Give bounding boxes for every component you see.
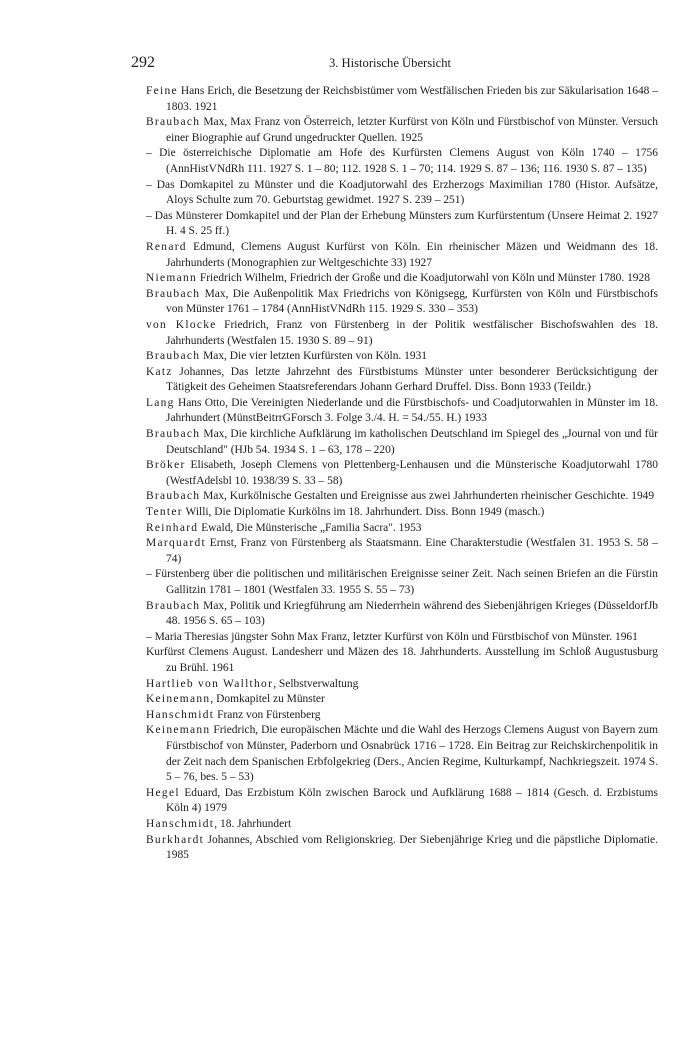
bibliography-entry [146,645,658,676]
bibliography-entry [146,396,658,427]
bibliography-entry [146,115,658,146]
entry-text: Ernst, Franz von Fürstenberg als Staatsmann. Eine Charakterstudie (Westfalen 31. 1953 S. 58 – 74) [166,537,658,565]
bibliography-entry [146,146,658,177]
entry-text: – Maria Theresias jüngster Sohn Max Franz, letzter Kurfürst von Köln und Fürstbischof von Münster. 1961 [146,630,638,643]
entry-text: Max, Die vier letzten Kurfürsten von Köln. 1931 [200,350,428,363]
bibliography-entry [146,630,658,646]
entry-author: Braubach [146,428,201,441]
entry-author: Hartlieb von Wallthor [146,677,274,690]
bibliography-entry [146,723,658,785]
entry-text: Hans Erich, die Besetzung der Reichsbistümer vom Westfälischen Frieden bis zur Säkularisation 1648 – 1803. 1921 [166,85,658,113]
entry-author: Braubach [146,287,201,300]
entry-text: Willi, Die Diplomatie Kurkölns im 18. Jahrhundert. Diss. Bonn 1949 (masch.) [182,506,545,519]
bibliography-entry [146,708,658,724]
entry-text: , Selbstverwaltung [273,677,359,690]
bibliography-entry [146,786,658,817]
bibliography-entry [146,458,658,489]
entry-author: Reinhard [146,521,199,534]
entry-author: Keinemann [146,693,211,706]
bibliography-entry [146,599,658,630]
bibliography-entry [146,692,658,708]
entry-text: Elisabeth, Joseph Clemens von Plettenberg-Lenhausen und die Münsterische Koadjutorwahl 1780 (WestfAdelsbl 10. 1938/39 S. 33 – 58) [166,459,658,487]
bibliography-list [146,84,658,864]
bibliography-entry [146,287,658,318]
entry-text: Friedrich Wilhelm, Friedrich der Große und die Koadjutorwahl von Köln und Münster 1780. 1928 [197,272,650,285]
entry-author: Niemann [146,272,198,285]
bibliography-entry [146,349,658,365]
page-number: 292 [131,54,155,71]
entry-text: Friedrich, Franz von Fürstenberg in der Politik westfälischer Bischofswahlen des 18. Jahrhunderts (Westfalen 15. 1930 S. 89 – 91) [166,318,658,347]
entry-text: , Domkapitel zu Münster [210,693,325,706]
entry-text: Max, Max Franz von Österreich, letzter Kurfürst von Köln und Fürstbischof von Münster. Versuch einer Biographie auf Grund ungedruckter Quellen. 1925 [166,116,658,144]
entry-author: Hanschmidt [146,817,215,830]
bibliography-entry [146,271,658,287]
entry-text: Kurfürst Clemens August. Landesherr und Mäzen des 18. Jahrhunderts. Ausstellung im Schloß Augustusburg zu Brühl. 1961 [146,646,658,674]
entry-author: Braubach [146,116,201,129]
bibliography-entry [146,505,658,521]
bibliography-entry [146,536,658,567]
entry-text: Max, Die kirchliche Aufklärung im katholischen Deutschland im Spiegel des „Journal von und für Deutschland" (HJb 54. 1934 S. 1 – 63, 178 – 220) [166,428,658,456]
bibliography-entry [146,521,658,537]
entry-author: Feine [146,85,178,97]
entry-text: – Das Münsterer Domkapitel und der Plan der Erhebung Münsters zum Kurfürstentum (Unsere Heimat 2. 1927 H. 4 S. 25 ff.) [146,209,658,238]
entry-author: Katz [146,365,173,378]
entry-text: Friedrich, Die europäischen Mächte und die Wahl des Herzogs Clemens August von Bayern zum Fürstbischof von Münster, Paderborn und Osnabrück 1716 – 1728. Ein Beitrag zur Reichskirchenpolitik in der Zeit nach dem Spanischen Erbfolgekrieg (Ders., Ancien Regime, Kulturkampf, Nachkriegszeit. 1974 S. 5 – 76, bes. 5 – 53) [166,724,658,784]
entry-text: Johannes, Das letzte Jahrzehnt des Fürstbistums Münster unter besonderer Berücksichtigung der Tätigkeit des Geheimen Staatsreferendars Johann Gerhard Druffel. Diss. Bonn 1933 (Teildr.) [166,365,658,394]
entry-author: Braubach [146,599,201,612]
bibliography-entry [146,427,658,458]
entry-author: Bröker [146,459,186,472]
entry-text: – Die österreichische Diplomatie am Hofe des Kurfürsten Clemens August von Köln 1740 – 1756 (AnnHistVNdRh 111. 1927 S. 1 – 80; 112. 1928 S. 1 – 70; 114. 1929 S. 87 – 136; 116. 1930 S. 87 – 135) [146,147,658,175]
entry-text: Eduard, Das Erzbistum Köln zwischen Barock und Aufklärung 1688 – 1814 (Gesch. d. Erzbistums Köln 4) 1979 [166,786,658,815]
entry-author: Braubach [146,490,201,503]
entry-author: Hegel [146,786,180,799]
entry-author: von Klocke [146,318,217,331]
bibliography-entry [146,365,658,396]
entry-text: Max, Politik und Kriegführung am Niederrhein während des Siebenjährigen Krieges (DüsseldorfJb 48. 1956 S. 65 – 103) [166,599,658,628]
entry-text: , 18. Jahrhundert [214,817,292,830]
entry-author: Braubach [146,350,201,363]
bibliography-entry [146,489,658,505]
bibliography-entry [146,833,658,864]
entry-author: Hanschmidt [146,708,215,721]
entry-text: – Das Domkapitel zu Münster und die Koadjutorwahl des Erzherzogs Maximilian 1780 (Histor. Aufsätze, Aloys Schulte zum 70. Geburtstag gewidmet. 1927 S. 239 – 251) [146,178,658,207]
bibliography-entry [146,677,658,693]
entry-text: Johannes, Abschied vom Religionskrieg. Der Siebenjährige Krieg und die päpstliche Diplomatie. 1985 [166,833,658,862]
entry-author: Tenter [146,506,183,519]
bibliography-entry [146,178,658,209]
bibliography-entry [146,318,658,349]
entry-text: Ewald, Die Münsterische „Familia Sacra". 1953 [198,521,422,534]
entry-author: Keinemann [146,724,211,737]
entry-text: Max, Kurkölnische Gestalten und Ereignisse aus zwei Jahrhunderten rheinischer Geschichte. 1949 [200,490,655,503]
entry-text: Edmund, Clemens August Kurfürst von Köln. Ein rheinischer Mäzen und Weidmann des 18. Jahrhunderts (Monographien zur Weltgeschichte 33) 1927 [166,240,658,269]
entry-text: Max, Die Außenpolitik Max Friedrichs von Königsegg, Kurfürsten von Köln und Fürstbischofs von Münster 1761 – 1784 (AnnHistVNdRh 115. 1929 S. 330 – 353) [166,287,658,316]
entry-author: Lang [146,396,175,409]
bibliography-entry [146,209,658,240]
running-title: 3. Historische Übersicht [328,56,452,70]
bibliography-entry [146,84,658,115]
entry-author: Marquardt [146,537,206,550]
bibliography-entry [146,567,658,598]
entry-text: – Fürstenberg über die politischen und militärischen Ereignisse seiner Zeit. Nach seinen Briefen an die Fürstin Gallitzin 1781 – 1801 (Westfalen 33. 1955 S. 55 – 73) [146,568,658,596]
entry-author: Renard [146,240,187,253]
entry-author: Burkhardt [146,833,205,846]
entry-text: Hans Otto, Die Vereinigten Niederlande und die Fürstbischofs- und Coadjutorwahlen in Münster im 18. Jahrhundert (MünstBeitrrGForsch 3. Folge 3./4. H. = 54./55. H.) 1933 [166,396,658,425]
bibliography-entry [146,817,658,833]
bibliography-entry [146,240,658,271]
entry-text: Franz von Fürstenberg [214,708,321,721]
